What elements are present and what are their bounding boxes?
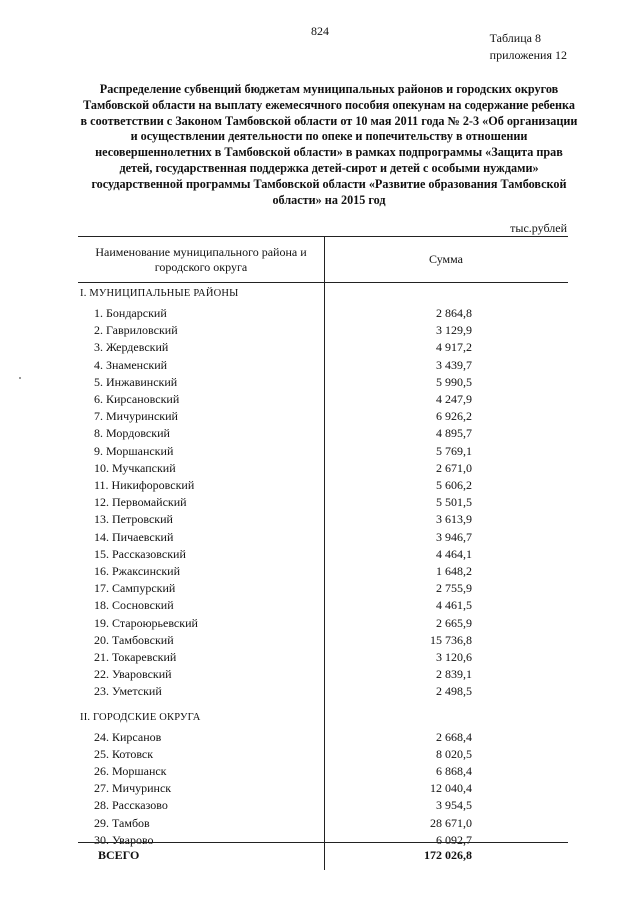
table-reference — [490, 30, 567, 64]
name-column-header-line1: Наименование муниципального района и — [95, 245, 307, 259]
appendix-number: приложения 12 — [489, 48, 567, 62]
district-sum: 3 439,7 — [436, 357, 472, 372]
district-name: 9. Моршанский — [94, 443, 174, 458]
table-row — [78, 340, 568, 357]
header-bottom-border — [78, 282, 568, 283]
district-name: 1. Бондарский — [94, 306, 167, 320]
district-sum: 4 917,2 — [436, 340, 472, 355]
table-row — [78, 598, 568, 615]
district-sum: 4 464,1 — [436, 546, 472, 561]
district-sum: 8 020,5 — [436, 746, 472, 761]
district-sum: 6 092,7 — [436, 832, 472, 847]
table-row — [78, 478, 568, 495]
table-row — [78, 667, 568, 684]
district-sum: 2 671,0 — [436, 460, 472, 475]
district-sum: 28 671,0 — [430, 815, 472, 830]
district-name: 16. Ржаксинский — [94, 564, 180, 578]
table-row — [78, 358, 568, 375]
district-name: 27. Мичуринск — [94, 781, 172, 796]
scan-speck — [19, 377, 21, 379]
district-name: 24. Кирсанов — [94, 729, 162, 744]
district-sum: 3 129,9 — [436, 323, 472, 338]
district-name: 28. Рассказово — [94, 798, 168, 813]
table-row — [78, 747, 568, 764]
table-row — [78, 816, 568, 833]
district-sum: 3 946,7 — [436, 529, 472, 544]
district-sum: 15 736,8 — [430, 632, 472, 647]
table-row — [78, 512, 568, 529]
table-row — [78, 392, 568, 409]
district-name: 3. Жердевский — [94, 340, 169, 355]
table-row — [78, 375, 568, 392]
district-sum: 2 498,5 — [436, 684, 472, 699]
district-sum: 3 613,9 — [436, 512, 472, 527]
table-row — [78, 781, 568, 798]
district-sum: 5 990,5 — [436, 374, 472, 389]
district-name: 23. Уметский — [94, 684, 162, 699]
name-column-header-line2: городского округа — [154, 260, 248, 274]
table-row — [78, 650, 568, 667]
table-row — [78, 633, 568, 650]
district-name: 5. Инжавинский — [94, 374, 178, 389]
district-name: 30. Уварово — [94, 832, 154, 847]
table-row — [78, 426, 568, 443]
table-number: Таблица 8 — [489, 31, 541, 45]
district-sum: 4 247,9 — [436, 392, 472, 406]
table-row — [78, 306, 568, 323]
units-label: тыс.рублей — [510, 221, 567, 235]
district-name: 11. Никифоровский — [94, 478, 195, 492]
district-sum: 3 120,6 — [436, 650, 472, 664]
table-row — [78, 547, 568, 564]
district-sum: 1 648,2 — [436, 564, 472, 578]
district-name: 7. Мичуринский — [94, 409, 178, 424]
table-row — [78, 495, 568, 512]
table-row — [78, 684, 568, 701]
district-name: 20. Тамбовский — [94, 632, 174, 647]
district-name: 19. Староюрьевский — [94, 615, 198, 630]
table-row — [78, 444, 568, 461]
district-sum: 6 926,2 — [436, 409, 472, 424]
district-name: 2. Гавриловский — [94, 323, 178, 338]
district-sum: 12 040,4 — [430, 781, 472, 796]
district-name: 15. Рассказовский — [94, 546, 186, 561]
table-row — [78, 409, 568, 426]
district-name: 4. Знаменский — [94, 357, 168, 372]
district-name: 25. Котовск — [94, 746, 154, 761]
document-title: Распределение субвенций бюджетам муниципальных районов и городских округов Тамбовской области на выплату ежемесячного пособия опекунам на содержание ребенка в соответствии с Законом Тамбовской области от 10 мая 2011 года № 2-3 «Об организации и осуществлении деятельности по опеке и попечительству в отношении несовершеннолетних в Тамбовской области» в рамках подпрограммы «Защита прав детей, государственная поддержка детей-сирот и детей с особыми нуждами» государственной программы Тамбовской области «Развитие образования Тамбовской области» на 2015 год — [80, 82, 578, 207]
district-name: 21. Токаревский — [94, 650, 177, 664]
table-row — [78, 798, 568, 815]
district-sum: 4 461,5 — [436, 598, 472, 613]
table-row — [78, 461, 568, 478]
district-name: 17. Сампурский — [94, 581, 176, 596]
section-label: I. МУНИЦИПАЛЬНЫЕ РАЙОНЫ — [80, 288, 239, 299]
district-name: 18. Сосновский — [94, 598, 174, 613]
sum-column-header: Сумма — [429, 252, 463, 266]
table-row — [78, 616, 568, 633]
district-name: 22. Уваровский — [94, 667, 172, 682]
district-name: 8. Мордовский — [94, 426, 170, 441]
district-sum: 4 895,7 — [436, 426, 472, 441]
total-sum: 172 026,8 — [424, 848, 472, 862]
total-top-border — [78, 842, 568, 843]
district-name: 14. Пичаевский — [94, 529, 174, 544]
district-sum: 2 755,9 — [436, 581, 472, 596]
district-sum: 5 501,5 — [436, 495, 472, 510]
table-top-border — [78, 236, 568, 237]
district-name: 6. Кирсановский — [94, 392, 180, 406]
total-label: ВСЕГО — [98, 848, 140, 862]
district-name: 13. Петровский — [94, 512, 173, 527]
section-label: II. ГОРОДСКИЕ ОКРУГА — [80, 711, 201, 723]
subsidy-table — [78, 236, 568, 870]
name-column-header — [78, 245, 324, 275]
district-sum: 5 769,1 — [436, 443, 472, 458]
district-sum: 2 864,8 — [436, 306, 472, 320]
table-row — [78, 564, 568, 581]
district-sum: 2 668,4 — [436, 729, 472, 744]
district-sum: 2 665,9 — [436, 615, 472, 630]
district-sum: 2 839,1 — [436, 667, 472, 682]
table-row — [78, 581, 568, 598]
table-row — [78, 730, 568, 747]
table-row — [78, 530, 568, 547]
table-row — [78, 764, 568, 781]
district-sum: 6 868,4 — [436, 764, 472, 778]
district-sum: 3 954,5 — [436, 798, 472, 813]
district-name: 12. Первомайский — [94, 495, 187, 510]
district-name: 26. Моршанск — [94, 764, 167, 778]
district-name: 29. Тамбов — [94, 815, 150, 830]
page-number: 824 — [311, 24, 329, 38]
district-sum: 5 606,2 — [436, 478, 472, 492]
table-row — [78, 323, 568, 340]
district-name: 10. Мучкапский — [94, 460, 176, 475]
